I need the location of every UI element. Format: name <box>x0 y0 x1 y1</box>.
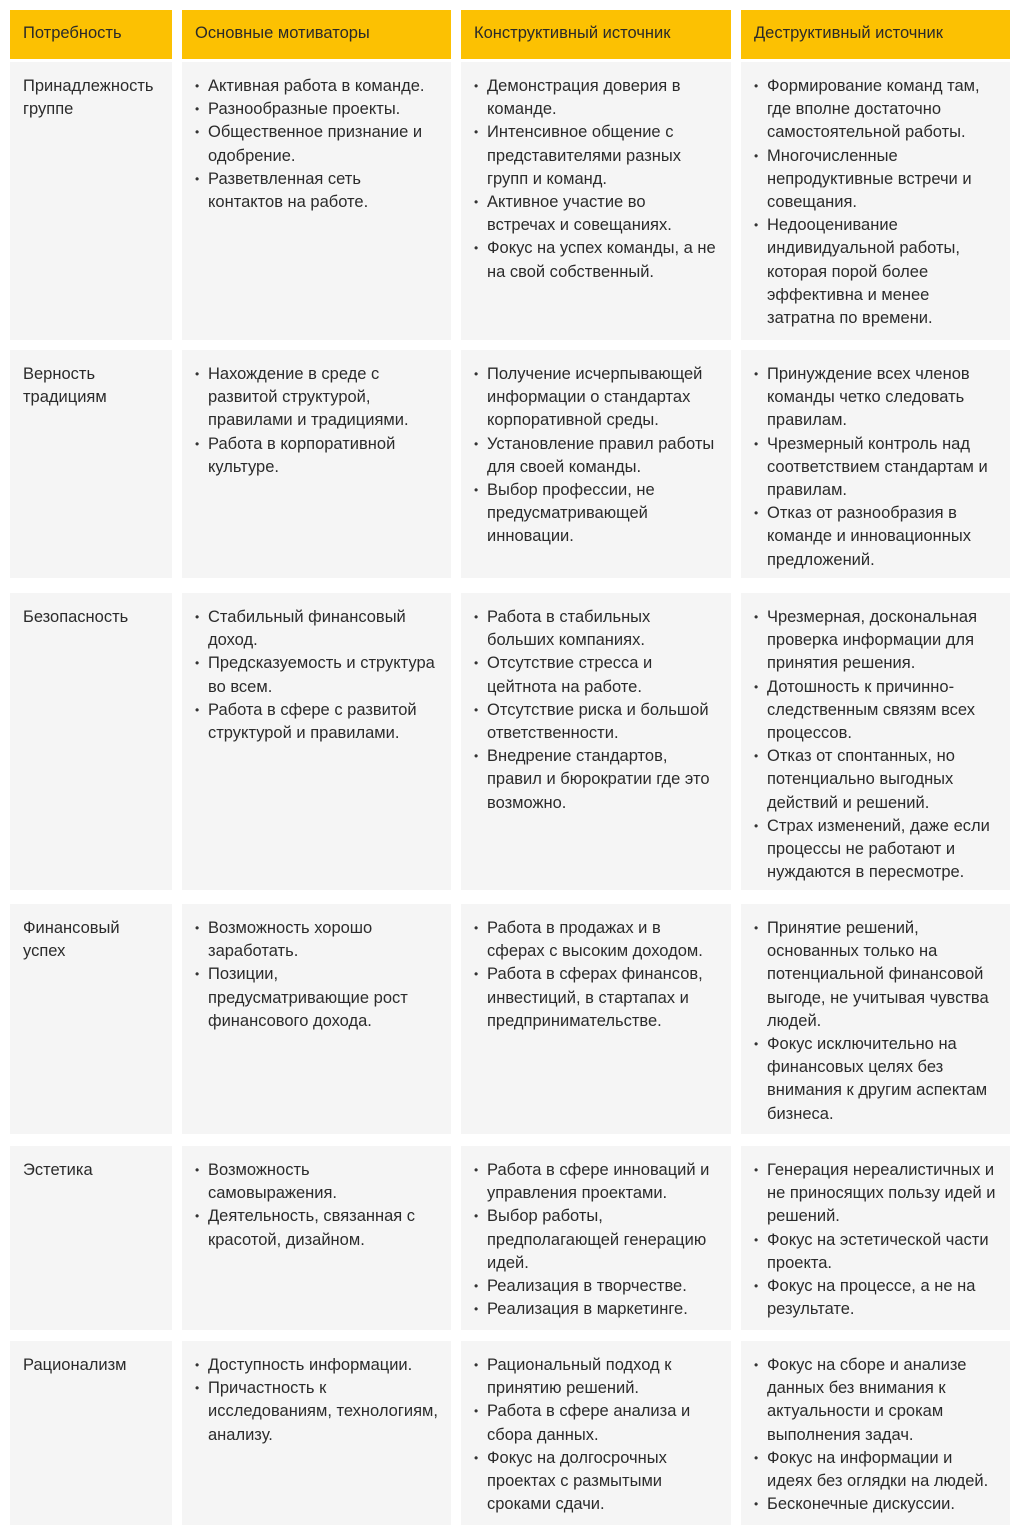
row-gap <box>10 890 1010 904</box>
list-item: • Разветвленная сеть контактов на работе. <box>195 168 438 214</box>
list-item: • Причастность к исследованиям, технологиям, анализу. <box>195 1377 438 1447</box>
destructive-cell <box>741 350 1010 578</box>
list-item: • Фокус на успех команды, а не на свой собственный. <box>474 237 718 283</box>
list-item: • Генерация нереалистичных и не приносящих пользу идей и решений. <box>754 1159 997 1229</box>
list-item: • Установление правил работы для своей команды. <box>474 433 718 479</box>
bullet-list <box>754 606 997 884</box>
need-cell <box>10 62 172 340</box>
destructive-cell <box>741 62 1010 340</box>
list-item: • Выбор работы, предполагающей генерацию идей. <box>474 1205 718 1275</box>
needs-table <box>10 10 1010 1525</box>
bullet-list <box>474 1159 718 1321</box>
need-cell <box>10 904 172 1134</box>
list-item: • Недооценивание индивидуальной работы, которая порой более эффективна и менее затратна по времени. <box>754 214 997 330</box>
table-row <box>10 593 1010 890</box>
need-label: Принадлежность группе <box>23 77 154 119</box>
list-item: • Деятельность, связанная с красотой, дизайном. <box>195 1205 438 1251</box>
list-item: • Многочисленные непродуктивные встречи и совещания. <box>754 145 997 215</box>
list-item: • Принуждение всех членов команды четко следовать правилам. <box>754 363 997 433</box>
constructive-cell <box>461 1146 731 1330</box>
list-item: • Фокус исключительно на финансовых целях без внимания к другим аспектам бизнеса. <box>754 1033 997 1126</box>
list-item: • Бесконечные дискуссии. <box>754 1493 997 1516</box>
bullet-list <box>474 917 718 1033</box>
bullet-list <box>474 1354 718 1516</box>
need-label: Эстетика <box>23 1161 93 1179</box>
list-item: • Страх изменений, даже если процессы не работают и нуждаются в пересмотре. <box>754 815 997 885</box>
header-destructive: Деструктивный источник <box>741 10 1010 59</box>
list-item: • Демонстрация доверия в команде. <box>474 75 718 121</box>
table-row <box>10 1341 1010 1525</box>
list-item: • Возможность хорошо заработать. <box>195 917 438 963</box>
list-item: • Фокус на сборе и анализе данных без внимания к актуальности и срокам выполнения задач. <box>754 1354 997 1447</box>
motivators-cell <box>182 1146 451 1330</box>
table-row <box>10 904 1010 1134</box>
list-item: • Внедрение стандартов, правил и бюрократии где это возможно. <box>474 745 718 815</box>
list-item: • Отказ от спонтанных, но потенциально выгодных действий и решений. <box>754 745 997 815</box>
list-item: • Получение исчерпывающей информации о стандартах корпоративной среды. <box>474 363 718 433</box>
need-cell <box>10 1146 172 1330</box>
need-cell <box>10 1341 172 1525</box>
list-item: • Принятие решений, основанных только на потенциальной финансовой выгоде, не учитывая чувства людей. <box>754 917 997 1033</box>
list-item: • Рациональный подход к принятию решений. <box>474 1354 718 1400</box>
constructive-cell <box>461 1341 731 1525</box>
bullet-list <box>474 363 718 549</box>
list-item: • Работа в корпоративной культуре. <box>195 433 438 479</box>
list-item: • Фокус на долгосрочных проектах с размытыми сроками сдачи. <box>474 1447 718 1517</box>
bullet-list <box>474 75 718 284</box>
motivators-cell <box>182 62 451 340</box>
need-label: Финансовый успех <box>23 919 120 961</box>
header-constructive: Конструктивный источник <box>461 10 731 59</box>
constructive-cell <box>461 350 731 578</box>
constructive-cell <box>461 62 731 340</box>
table-row <box>10 1146 1010 1330</box>
need-label: Верность традициям <box>23 365 107 407</box>
bullet-list <box>195 363 438 479</box>
bullet-list <box>754 917 997 1126</box>
destructive-cell <box>741 904 1010 1134</box>
list-item: • Общественное признание и одобрение. <box>195 121 438 167</box>
table-row <box>10 350 1010 578</box>
list-item: • Работа в стабильных больших компаниях. <box>474 606 718 652</box>
list-item: • Работа в сфере с развитой структурой и правилами. <box>195 699 438 745</box>
list-item: • Работа в продажах и в сферах с высоким доходом. <box>474 917 718 963</box>
destructive-cell <box>741 1146 1010 1330</box>
destructive-cell <box>741 593 1010 890</box>
list-item: • Разнообразные проекты. <box>195 98 438 121</box>
list-item: • Выбор профессии, не предусматривающей инновации. <box>474 479 718 549</box>
list-item: • Нахождение в среде с развитой структурой, правилами и традициями. <box>195 363 438 433</box>
list-item: • Предсказуемость и структура во всем. <box>195 652 438 698</box>
list-item: • Реализация в маркетинге. <box>474 1298 718 1321</box>
header-motivators: Основные мотиваторы <box>182 10 451 59</box>
list-item: • Интенсивное общение с представителями разных групп и команд. <box>474 121 718 191</box>
bullet-list <box>195 75 438 214</box>
need-label: Безопасность <box>23 608 129 626</box>
bullet-list <box>474 606 718 815</box>
motivators-cell <box>182 904 451 1134</box>
motivators-cell <box>182 593 451 890</box>
bullet-list <box>754 1159 997 1321</box>
need-cell <box>10 593 172 890</box>
need-cell <box>10 350 172 578</box>
list-item: • Формирование команд там, где вполне достаточно самостоятельной работы. <box>754 75 997 145</box>
list-item: • Отказ от разнообразия в команде и инновационных предложений. <box>754 502 997 572</box>
bullet-list <box>195 606 438 745</box>
list-item: • Дотошность к причинно-следственным связям всех процессов. <box>754 676 997 746</box>
list-item: • Работа в сфере инноваций и управления проектами. <box>474 1159 718 1205</box>
bullet-list <box>195 1159 438 1252</box>
list-item: • Стабильный финансовый доход. <box>195 606 438 652</box>
table-row <box>10 62 1010 340</box>
need-label: Рационализм <box>23 1356 127 1374</box>
row-gap <box>10 340 1010 350</box>
list-item: • Активная работа в команде. <box>195 75 438 98</box>
list-item: • Отсутствие стресса и цейтнота на работе. <box>474 652 718 698</box>
table-body <box>10 62 1010 1525</box>
row-gap <box>10 578 1010 593</box>
list-item: • Отсутствие риска и большой ответственности. <box>474 699 718 745</box>
list-item: • Активное участие во встречах и совещаниях. <box>474 191 718 237</box>
motivators-cell <box>182 350 451 578</box>
list-item: • Работа в сфере анализа и сбора данных. <box>474 1400 718 1446</box>
constructive-cell <box>461 593 731 890</box>
bullet-list <box>754 363 997 572</box>
bullet-list <box>195 917 438 1033</box>
list-item: • Чрезмерная, доскональная проверка информации для принятия решения. <box>754 606 997 676</box>
destructive-cell <box>741 1341 1010 1525</box>
header-need: Потребность <box>10 10 172 59</box>
motivators-cell <box>182 1341 451 1525</box>
list-item: • Возможность самовыражения. <box>195 1159 438 1205</box>
list-item: • Чрезмерный контроль над соответствием стандартам и правилам. <box>754 433 997 503</box>
bullet-list <box>754 1354 997 1516</box>
list-item: • Доступность информации. <box>195 1354 438 1377</box>
constructive-cell <box>461 904 731 1134</box>
list-item: • Позиции, предусматривающие рост финансового дохода. <box>195 963 438 1033</box>
row-gap <box>10 1134 1010 1146</box>
list-item: • Работа в сферах финансов, инвестиций, в стартапах и предпринимательстве. <box>474 963 718 1033</box>
row-gap <box>10 1330 1010 1341</box>
bullet-list <box>754 75 997 330</box>
table-header <box>10 10 1010 59</box>
list-item: • Фокус на эстетической части проекта. <box>754 1229 997 1275</box>
bullet-list <box>195 1354 438 1447</box>
list-item: • Фокус на информации и идеях без оглядки на людей. <box>754 1447 997 1493</box>
list-item: • Фокус на процессе, а не на результате. <box>754 1275 997 1321</box>
list-item: • Реализация в творчестве. <box>474 1275 718 1298</box>
